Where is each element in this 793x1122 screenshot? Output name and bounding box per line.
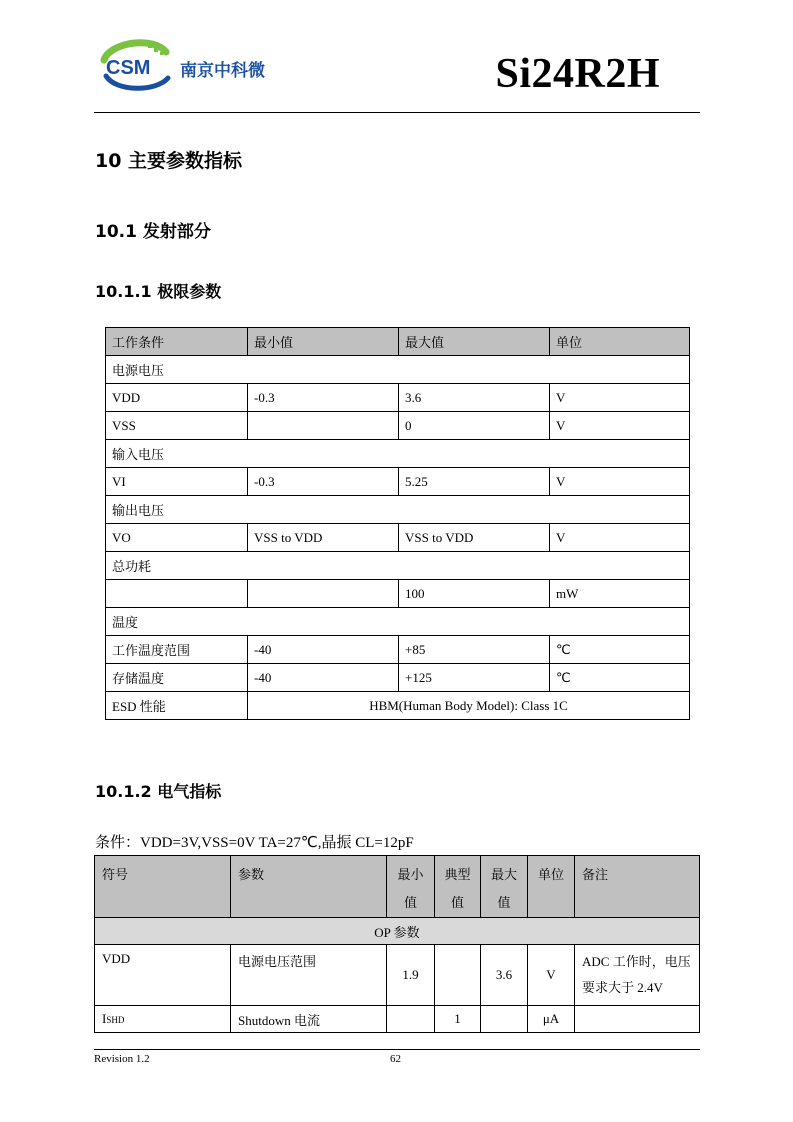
typ-cell: 1 [435,1006,481,1033]
cell: -0.3 [248,384,399,412]
header-cell: 典型值 [435,856,481,918]
unit-cell: μA [528,1006,575,1033]
cell: VSS to VDD [248,524,399,552]
header-cell: 符号 [95,856,231,918]
test-conditions: 条件：VDD=3V,VSS=0V TA=27℃,晶振 CL=12pF [95,835,414,851]
table-row [95,945,700,1006]
param-cell: Shutdown 电流 [231,1006,387,1033]
symbol-subscript: SHD [106,1015,125,1025]
max-cell [481,1006,528,1033]
group-label: 总功耗 [106,552,690,580]
footer-divider [94,1049,700,1050]
page-number: 62 [390,1053,401,1065]
table-row [106,692,690,720]
group-label: 温度 [106,608,690,636]
cell: +85 [399,636,550,664]
header-cell: 单位 [528,856,575,918]
max-cell: 3.6 [481,945,528,1006]
min-cell [387,1006,435,1033]
table-row [106,580,690,608]
cell: 100 [399,580,550,608]
cell: VO [106,524,248,552]
group-row [106,356,690,384]
header-cell: 最大值 [399,328,550,356]
cell: V [550,468,690,496]
section-label: OP 参数 [95,918,700,945]
header-cell: 备注 [575,856,700,918]
group-row [106,608,690,636]
heading-transmit-section: 10.1 发射部分 [95,222,211,242]
cell: mW [550,580,690,608]
header-cell: 最小值 [387,856,435,918]
cell [248,580,399,608]
cell [106,580,248,608]
note-cell: ADC 工作时，电压要求大于 2.4V [575,945,700,1006]
logo-text: CSM [106,57,151,79]
cell: 工作温度范围 [106,636,248,664]
table-header-row [106,328,690,356]
group-row [106,496,690,524]
group-label: 电源电压 [106,356,690,384]
heading-absolute-limits: 10.1.1 极限参数 [95,282,222,301]
cell: VI [106,468,248,496]
header-divider [94,112,700,113]
group-label: 输出电压 [106,496,690,524]
table-row [106,664,690,692]
cell: -0.3 [248,468,399,496]
group-label: 输入电压 [106,440,690,468]
header-cell: 参数 [231,856,387,918]
table-header-row [95,856,700,918]
cell: V [550,412,690,440]
cell: 3.6 [399,384,550,412]
symbol-cell [95,1006,231,1033]
cell: V [550,524,690,552]
cell: +125 [399,664,550,692]
model-title: Si24R2H [495,51,660,97]
symbol-main: I [102,1011,107,1026]
company-name: 南京中科微 [180,61,265,81]
table-row [106,384,690,412]
table-row [106,524,690,552]
cell: ℃ [550,664,690,692]
section-row [95,918,700,945]
header-cell: 最小值 [248,328,399,356]
table-row [95,1006,700,1033]
cell [248,412,399,440]
unit-cell: V [528,945,575,1006]
revision-label: Revision 1.2 [94,1053,150,1065]
esd-value: HBM(Human Body Model): Class 1C [248,692,690,720]
cell: 存储温度 [106,664,248,692]
table-row [106,468,690,496]
esd-label: ESD 性能 [106,692,248,720]
header-cell: 单位 [550,328,690,356]
cell: VSS to VDD [399,524,550,552]
csm-logo-icon [96,38,176,94]
group-row [106,440,690,468]
note-cell [575,1006,700,1033]
cell: -40 [248,636,399,664]
heading-electrical-specs: 10.1.2 电气指标 [95,782,222,801]
cell: ℃ [550,636,690,664]
heading-main-parameters: 10 主要参数指标 [95,150,243,172]
absolute-limits-table [105,327,690,720]
header-cell: 工作条件 [106,328,248,356]
cell: VSS [106,412,248,440]
typ-cell [435,945,481,1006]
table-row [106,636,690,664]
cell: -40 [248,664,399,692]
header-cell: 最大值 [481,856,528,918]
group-row [106,552,690,580]
cell: 0 [399,412,550,440]
company-logo [96,38,296,94]
symbol-cell: VDD [95,945,231,1006]
table-row [106,412,690,440]
cell: V [550,384,690,412]
param-cell: 电源电压范围 [231,945,387,1006]
electrical-specs-table [94,855,700,1033]
min-cell: 1.9 [387,945,435,1006]
cell: VDD [106,384,248,412]
cell: 5.25 [399,468,550,496]
